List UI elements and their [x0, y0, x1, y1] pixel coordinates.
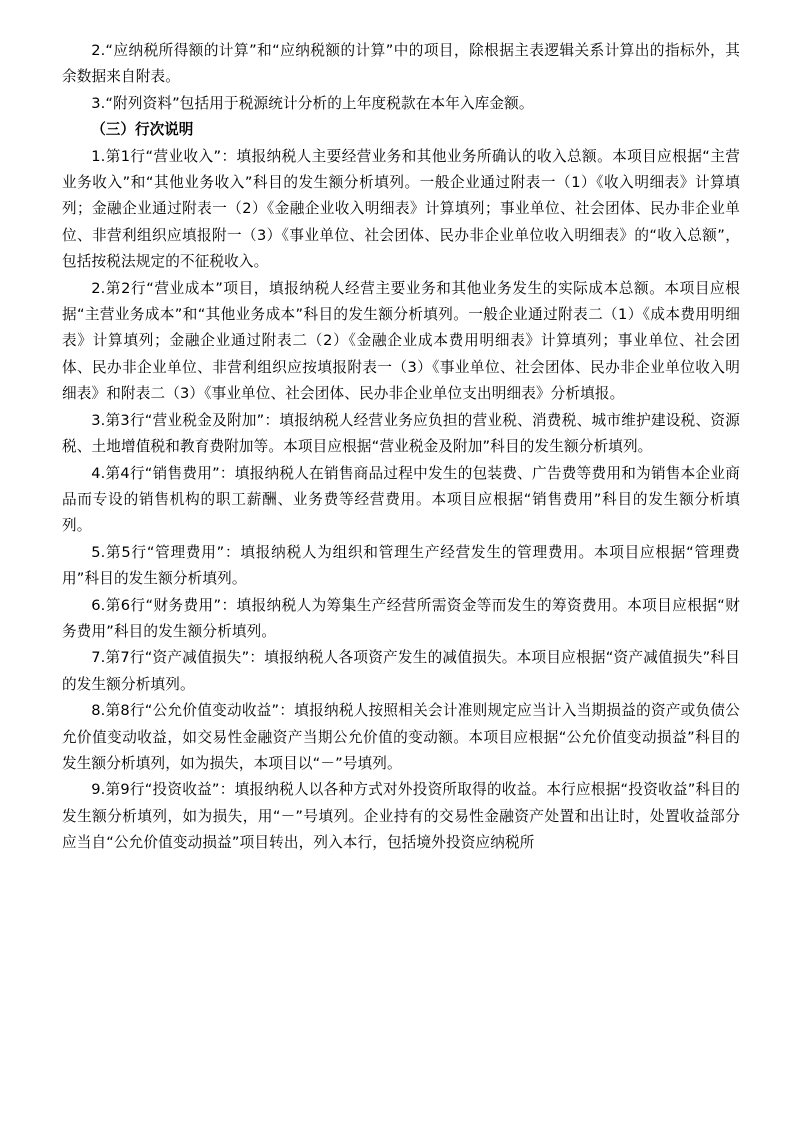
paragraph-row-9: 9.第9行“投资收益”：填报纳税人以各种方式对外投资所取得的收益。本行应根据“投资收益”科目的发生额分析填列，如为损失，用“－”号填列。企业持有的交易性金融资产处置和出让时，处置收益部分应当自“公允价值变动损益”项目转出，列入本行，包括境外投资应纳税所: [62, 781, 740, 852]
paragraph-row-1: 1.第1行“营业收入”：填报纳税人主要经营业务和其他业务所确认的收入总额。本项目应根据“主营业务收入”和“其他业务收入”科目的发生额分析填列。一般企业通过附表一（1）《收入明细表》计算填列；金融企业通过附表一（2）《金融企业收入明细表》计算填列；事业单位、社会团体、民办非企业单位、非营利组织应填报附一（3）《事业单位、社会团体、民办非企业单位收入明细表》的“收入总额”，包括按税法规定的不征税收入。: [62, 147, 740, 271]
paragraph-row-2: 2.第2行“营业成本”项目，填报纳税人经营主要业务和其他业务发生的实际成本总额。本项目应根据“主营业务成本”和“其他业务成本”科目的发生额分析填列。一般企业通过附表二（1）《成本费用明细表》计算填列；金融企业通过附表二（2）《金融企业成本费用明细表》计算填列；事业单位、社会团体、民办非企业单位、非营利组织应按填报附表一（3）《事业单位、社会团体、民办非企业单位收入明细表》和附表二（3）《事业单位、社会团体、民办非企业单位支出明细表》分析填报。: [62, 279, 740, 403]
paragraph-note-2: 2.“应纳税所得额的计算”和“应纳税额的计算”中的项目，除根据主表逻辑关系计算出的指标外，其余数据来自附表。: [62, 42, 740, 86]
paragraph-row-6: 6.第6行“财务费用”：填报纳税人为筹集生产经营所需资金等而发生的筹资费用。本项目应根据“财务费用”科目的发生额分析填列。: [62, 596, 740, 640]
section-heading-row-notes: （三）行次说明: [91, 121, 194, 139]
paragraph-row-5: 5.第5行“管理费用”：填报纳税人为组织和管理生产经营发生的管理费用。本项目应根据“管理费用”科目的发生额分析填列。: [62, 543, 740, 588]
paragraph-row-4: 4.第4行“销售费用”：填报纳税人在销售商品过程中发生的包装费、广告费等费用和为销售本企业商品而专设的销售机构的职工薪酬、业务费等经营费用。本项目应根据“销售费用”科目的发生额分析填列。: [62, 464, 740, 535]
paragraph-row-7: 7.第7行“资产减值损失”：填报纳税人各项资产发生的减值损失。本项目应根据“资产减值损失”科目的发生额分析填列。: [62, 649, 740, 693]
paragraph-row-8: 8.第8行“公允价值变动收益”：填报纳税人按照相关会计准则规定应当计入当期损益的资产或负债公允价值变动收益，如交易性金融资产当期公允价值的变动额。本项目应根据“公允价值变动损益”科目的发生额分析填列，如为损失，本项目以“－”号填列。: [62, 702, 740, 772]
paragraph-note-3: 3.“附列资料”包括用于税源统计分析的上年度税款在本年入库金额。: [91, 94, 534, 112]
document-page: [62, 38, 740, 857]
paragraph-row-3: 3.第3行“营业税金及附加”：填报纳税人经营业务应负担的营业税、消费税、城市维护建设税、资源税、土地增值税和教育费附加等。本项目应根据“营业税金及附加”科目的发生额分析填列。: [62, 411, 740, 456]
